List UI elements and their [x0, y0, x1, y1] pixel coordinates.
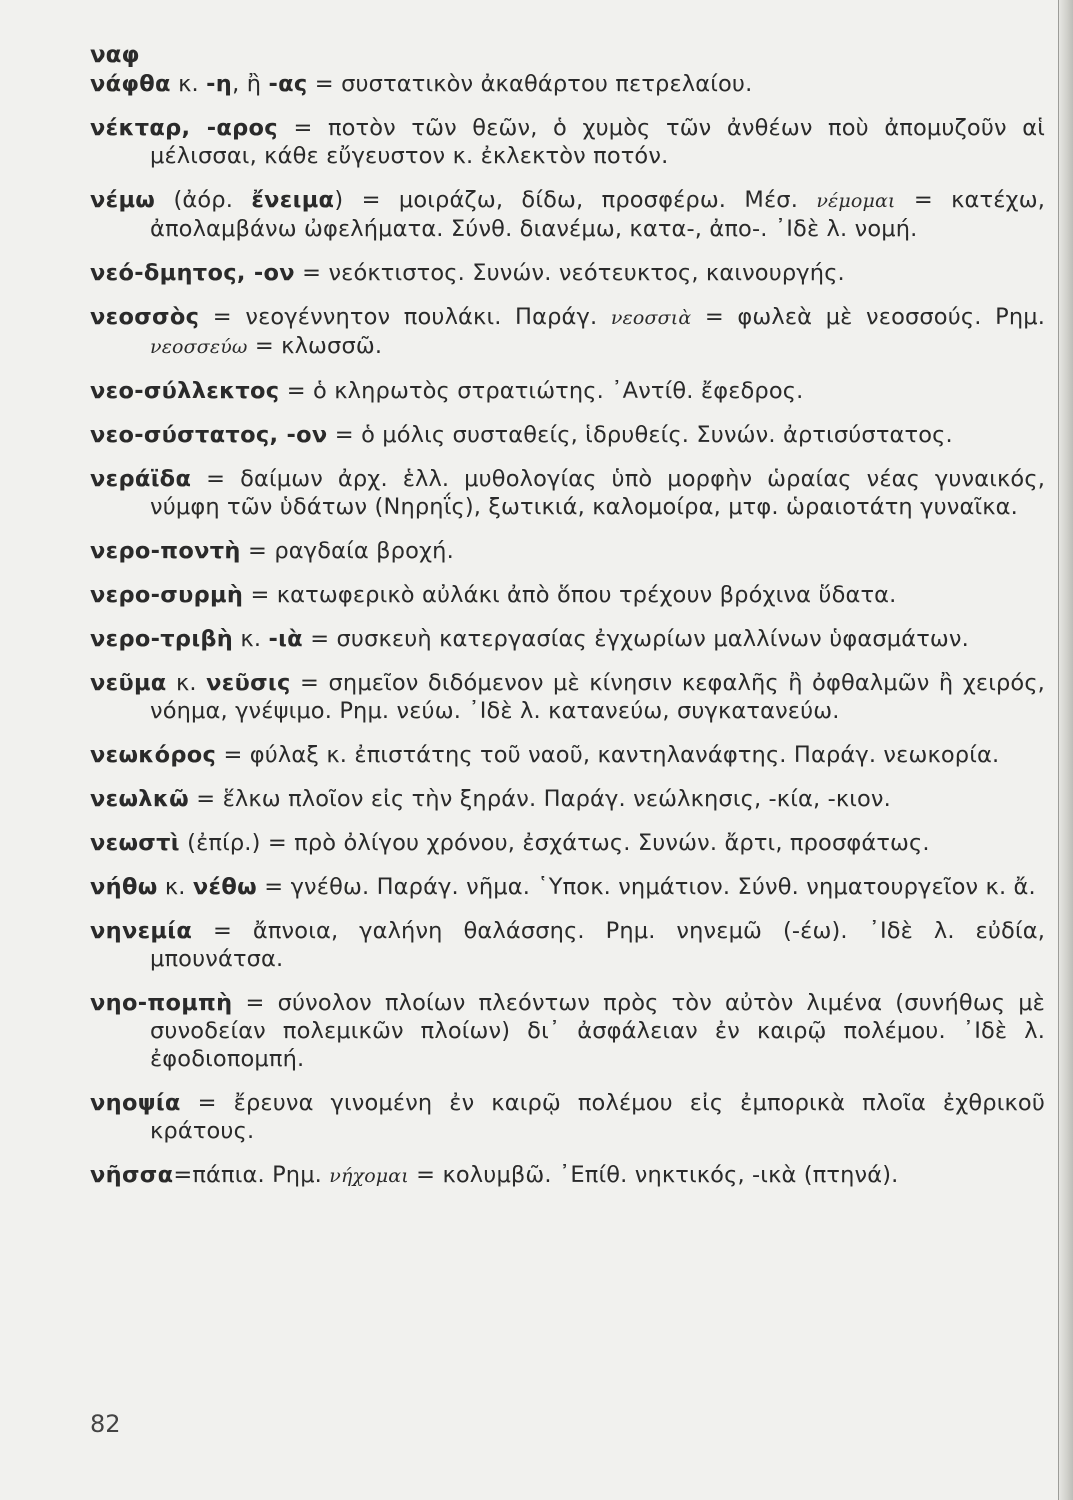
definition-text: = σύνολον πλοίων πλεόντων πρὸς τὸν αὐτὸν λιμένα (συνήθως μὲ συνοδείαν πολεμικῶν πλοίων) δι᾽ ἀσφάλειαν ἐν καιρῷ πολέμου. ᾽Ιδὲ λ. ἐφοδιοπομπή. [150, 990, 1045, 1072]
page-binding-edge [1059, 0, 1073, 1500]
headword: νεό-δμητος, -ον [90, 260, 295, 286]
headword-variant: -ιὰ [268, 626, 303, 652]
headword: νεωκόρος [90, 742, 217, 768]
definition-text: = κλωσσῶ. [247, 333, 383, 359]
headword: νήθω [90, 874, 158, 900]
headword: νεοσσὸς [90, 304, 200, 330]
definition-text: κ. [166, 670, 207, 696]
headword: νηνεμία [90, 918, 193, 944]
dictionary-entry [90, 465, 1045, 521]
headword-variant: νεῦσις [206, 670, 291, 696]
dictionary-entry [90, 669, 1045, 725]
definition-text: = νεογέννητον πουλάκι. Παράγ. [199, 304, 611, 330]
dictionary-page [90, 40, 1045, 1206]
definition-text: = δαίμων ἀρχ. ἑλλ. μυθολογίας ὑπὸ μορφὴν ὡραίας νέας γυναικός, νύμφη τῶν ὑδάτων (Νηρηΐς), ξωτικιά, καλομοίρα, μτφ. ὡραιοτάτη γυναῖκα. [150, 466, 1045, 520]
dictionary-entry [90, 70, 1045, 98]
definition-text: = γνέθω. Παράγ. νῆμα. ῾Υποκ. νημάτιον. Σύνθ. νηματουργεῖον κ. ἄ. [256, 874, 1036, 900]
definition-text: = φύλαξ κ. ἐπιστάτης τοῦ ναοῦ, καντηλανάφτης. Παράγ. νεωκορία. [216, 742, 1000, 768]
headword: νῆσσα [90, 1162, 174, 1188]
definition-text: ) = μοιράζω, δίδω, προσφέρω. Μέσ. [334, 187, 817, 213]
definition-text: = φωλεὰ μὲ νεοσσούς. Ρημ. [691, 304, 1045, 330]
headword: νερο-ποντὴ [90, 538, 241, 564]
dictionary-entry [90, 873, 1045, 901]
italic-term: νεοσσεύω [150, 336, 248, 358]
italic-term: νήχομαι [329, 1165, 409, 1187]
dictionary-entry [90, 989, 1045, 1073]
headword-variant: -ας [268, 71, 308, 97]
dictionary-entry [90, 917, 1045, 973]
dictionary-entry [90, 785, 1045, 813]
italic-term: νεοσσιὰ [610, 307, 692, 329]
headword: νηοψία [90, 1090, 181, 1116]
headword: νεο-σύστατος, -ον [90, 422, 328, 448]
dictionary-entry [90, 421, 1045, 449]
definition-text: (ἐπίρ.) = πρὸ ὀλίγου χρόνου, ἐσχάτως. Συνών. ἄρτι, προσφάτως. [179, 830, 930, 856]
definition-text: = ποτὸν τῶν θεῶν, ὁ χυμὸς τῶν ἀνθέων ποὺ ἀπομυζοῦν αἱ μέλισσαι, κάθε εὔγευστον κ. ἐκλεκτὸν ποτόν. [150, 115, 1045, 169]
page-number: 82 [90, 1410, 121, 1438]
guide-word: ναφ [90, 42, 140, 68]
definition-text: =πάπια. Ρημ. [173, 1162, 330, 1188]
headword-variant: νέθω [192, 874, 257, 900]
headword: νάφθα [90, 71, 171, 97]
dictionary-entry [90, 1161, 1045, 1190]
dictionary-entry [90, 303, 1045, 361]
definition-text: = κολυμβῶ. ᾽Επίθ. νηκτικός, -ικὰ (πτηνά). [408, 1162, 899, 1188]
headword: νηο-πομπὴ [90, 990, 233, 1016]
headword: νεῦμα [90, 670, 167, 696]
definition-text: = νεόκτιστος. Συνών. νεότευκτος, καινουργής. [294, 260, 845, 286]
definition-text: κ. [157, 874, 193, 900]
definition-text: , ἢ [232, 71, 269, 97]
headword: νεο-σύλλεκτος [90, 378, 280, 404]
dictionary-entry [90, 114, 1045, 170]
headword: νερο-συρμὴ [90, 582, 244, 608]
headword: νεράϊδα [90, 466, 192, 492]
dictionary-entry [90, 537, 1045, 565]
headword-variant: -η [206, 71, 233, 97]
dictionary-entry [90, 741, 1045, 769]
dictionary-entry [90, 186, 1045, 243]
dictionary-entry [90, 377, 1045, 405]
dictionary-entry [90, 1089, 1045, 1145]
dictionary-entry [90, 259, 1045, 287]
headword: νερο-τριβὴ [90, 626, 234, 652]
definition-text: = κατωφερικὸ αὐλάκι ἀπὸ ὅπου τρέχουν βρόχινα ὕδατα. [243, 582, 897, 608]
headword: νέκταρ, -αρος [90, 115, 278, 141]
definition-text: = κατέχω, ἀπολαμβάνω ὠφελήματα. Σύνθ. διανέμω, κατα-, ἀπο-. ᾽Ιδὲ λ. νομή. [150, 187, 1045, 242]
definition-text: = ὁ κληρωτὸς στρατιώτης. ᾽Αντίθ. ἔφεδρος. [279, 378, 804, 404]
definition-text: (ἀόρ. [155, 187, 252, 213]
dictionary-entry [90, 581, 1045, 609]
definition-text: = ἕλκω πλοῖον εἰς τὴν ξηράν. Παράγ. νεώλκησις, -κία, -κιον. [189, 786, 891, 812]
definition-text: = ἔρευνα γινομένη ἐν καιρῷ πολέμου εἰς ἐμπορικὰ πλοῖα ἐχθρικοῦ κράτους. [150, 1090, 1045, 1144]
italic-term: νέμομαι [816, 190, 896, 212]
definition-text: κ. [233, 626, 269, 652]
definition-text: κ. [170, 71, 207, 97]
dictionary-entry [90, 625, 1045, 653]
definition-text: = συσκευὴ κατεργασίας ἐγχωρίων μαλλίνων ὑφασμάτων. [302, 626, 969, 652]
definition-text: = ἄπνοια, γαλήνη θαλάσσης. Ρημ. νηνεμῶ (-έω). ᾽Ιδὲ λ. εὐδία, μπουνάτσα. [150, 918, 1045, 972]
definition-text: = σημεῖον διδόμενον μὲ κίνησιν κεφαλῆς ἢ ὀφθαλμῶν ἢ χειρός, νόημα, γνέψιμο. Ρημ. νεύω. ᾽Ιδὲ λ. κατανεύω, συγκατανεύω. [150, 670, 1045, 724]
headword-variant: ἔνειμα [251, 187, 335, 213]
dictionary-entry [90, 829, 1045, 857]
definition-text: = ὁ μόλις συσταθείς, ἱδρυθείς. Συνών. ἀρτισύστατος. [327, 422, 953, 448]
headword: νεωστὶ [90, 830, 180, 856]
definition-text: = συστατικὸν ἀκαθάρτου πετρελαίου. [307, 71, 753, 97]
headword: νέμω [90, 187, 156, 213]
definition-text: = ραγδαία βροχή. [240, 538, 454, 564]
headword: νεωλκῶ [90, 786, 189, 812]
